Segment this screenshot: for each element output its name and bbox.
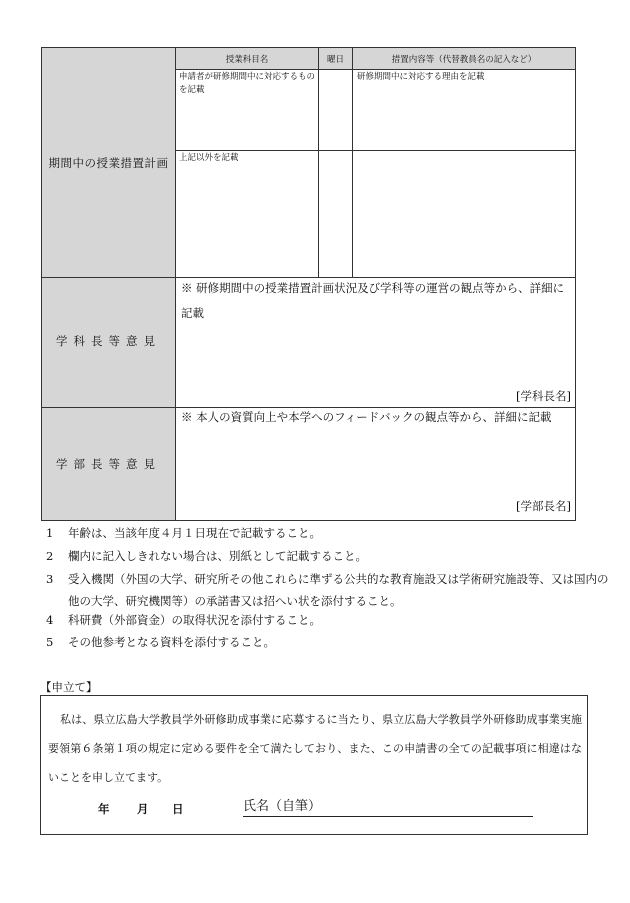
- note-4: [46, 610, 591, 630]
- note-2-text: 欄内に記入しきれない場合は、別紙として記載すること。: [68, 549, 367, 563]
- col-header-day: 曜日: [326, 55, 344, 65]
- note-3-number: 3: [46, 572, 54, 586]
- note-3-text: 受入機関（外国の大学、研究所その他これらに準ずる公共的な教育施設又は学術研究施設等、又は国内の他の大学、研究機関等）の承諾書又は招へい状を添付すること。: [68, 572, 609, 608]
- note-3: [46, 568, 613, 612]
- measures-row-label: 期間中の授業措置計画: [48, 156, 169, 170]
- note-5-text: その他参考となる資料を添付すること。: [68, 635, 275, 649]
- subject-cell-1[interactable]: 申請者が研修期間中に対応するものを記載: [179, 72, 316, 95]
- note-1: [46, 523, 591, 543]
- subject-cell-2[interactable]: 上記以外を記載: [179, 153, 239, 163]
- note-5: [46, 632, 591, 652]
- dean-label: 学部長等意見: [56, 457, 161, 471]
- declaration-heading: 【申立て】: [40, 680, 98, 694]
- signature-line[interactable]: [243, 816, 533, 817]
- note-2-number: 2: [46, 549, 54, 563]
- date-day-label: 日: [172, 802, 184, 816]
- signature-name-label: 氏名（自筆）: [243, 799, 322, 814]
- date-month-label: 月: [137, 802, 149, 816]
- dept-head-opinion-text[interactable]: ※ 研修期間中の授業措置計画状況及び学科等の運営の観点等から、詳細に記載: [181, 281, 565, 320]
- note-4-number: 4: [46, 613, 54, 627]
- note-1-text: 年齢は、当該年度４月１日現在で記載すること。: [68, 526, 321, 540]
- date-year-label: 年: [98, 802, 110, 816]
- note-5-number: 5: [46, 635, 54, 649]
- measure-cell-2[interactable]: [353, 151, 575, 277]
- measure-cell-1[interactable]: 研修期間中に対応する理由を記載: [357, 72, 485, 82]
- declaration-body: 私は、県立広島大学教員学外研修助成事業に応募するに当たり、県立広島大学教員学外研修助成事業実施要領第６条第１項の規定に定める要件を全て満たしており、また、この申請書の全ての記載事項に相違はないことを申し立てます。: [48, 713, 582, 784]
- day-cell-2[interactable]: [319, 151, 351, 277]
- note-4-text: 科研費（外部資金）の取得状況を添付すること。: [68, 613, 321, 627]
- note-1-number: 1: [46, 526, 54, 540]
- dean-opinion-text[interactable]: ※ 本人の資質向上や本学へのフィードバックの観点等から、詳細に記載: [181, 410, 552, 424]
- dean-signature: [学部長名]: [516, 499, 571, 513]
- dept-head-signature: [学科長名]: [516, 389, 571, 403]
- col-header-measure: 措置内容等（代替教員名の記入など）: [391, 55, 537, 65]
- dept-head-label: 学科長等意見: [56, 334, 161, 348]
- col-header-subject: 授業科目名: [225, 55, 269, 65]
- note-2: [46, 546, 591, 566]
- day-cell-1[interactable]: [319, 70, 351, 149]
